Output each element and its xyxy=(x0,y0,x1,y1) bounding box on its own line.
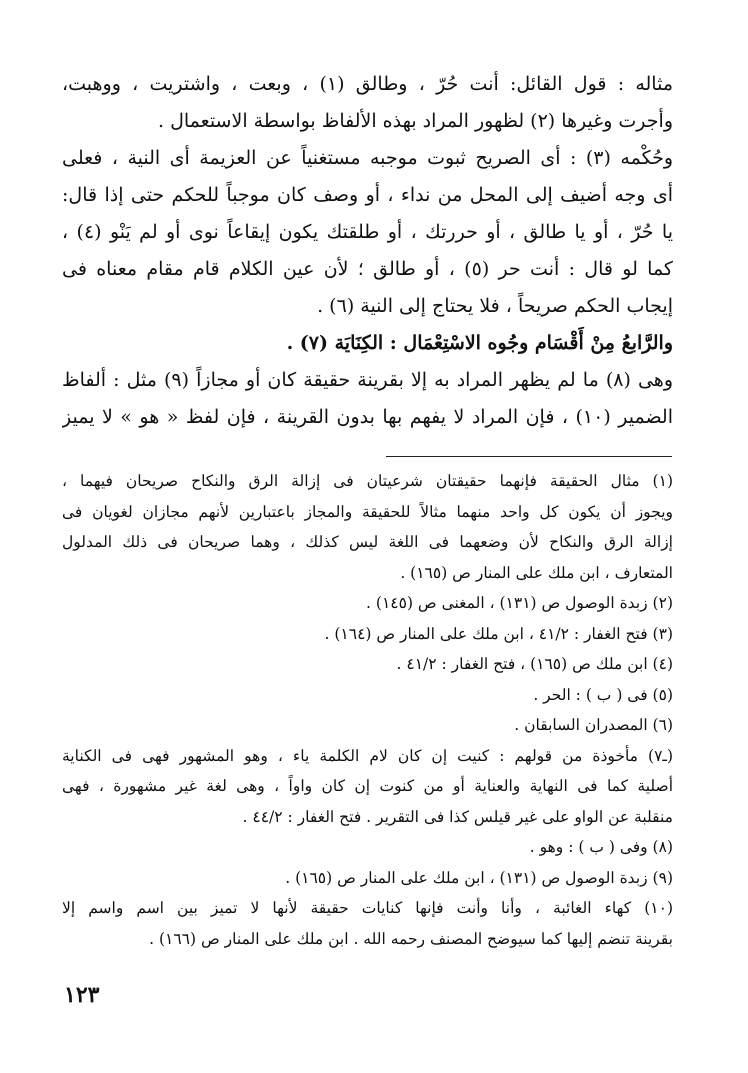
footnote-line: منقلبة عن الواو على غير قيلس كذا فى التقرير . فتح الغفار : ٤٤/٢ . xyxy=(242,807,673,826)
footnote-line: أصلية كما فى النهاية والعناية أو من كنوت إن كان واواً ، وهى لغة غير مشهورة ، فهى xyxy=(62,777,673,795)
footnote-line: (ـ٧) مأخوذة من قولهم : كنيت إن كان لام الكلمة ياء ، وهو المشهور فهى فى الكناية xyxy=(62,746,673,765)
footnote-line: إزالة الرق والنكاح لأن وضعهما فى اللغة ليس كذلك ، وهما صريحان فى ذلك المدلول xyxy=(62,533,673,551)
footnote-line: (٤) ابن ملك ص (١٦٥) ، فتح الغفار : ٤١/٢ . xyxy=(396,655,673,673)
section-heading: والرَّابعُ مِنْ أَقْسَام وجُوه الاسْتِعْمَال : الكِنَايَة (٧) . xyxy=(286,332,673,354)
footnote-line: (١) مثال الحقيقة فإنهما حقيقتان شرعيتان فى إزالة الرق والنكاح صريحان فيهما ، xyxy=(62,472,673,490)
footnote-line: ويجوز أن يكون كل واحد منهما مثالاً للحقيقة والمجاز باعتبارين لأنهم مجازان لغويان فى xyxy=(62,502,673,521)
footnote-line: (٣) فتح الغفار : ٤١/٢ ، ابن ملك على المنار ص (١٦٤) . xyxy=(324,624,673,643)
main-line: يا حُرّ ، أو يا طالق ، أو حررتك ، أو طلقتك يكون إيقاعاً نوى أو لم يَنْو (٤) ، xyxy=(62,221,673,243)
footnote-line: (٦) المصدران السابقان . xyxy=(514,716,673,734)
footnote-line: (٥) فى ( ب ) : الحر . xyxy=(533,685,673,704)
footnote-line: المتعارف ، ابن ملك على المنار ص (١٦٥) . xyxy=(400,563,673,582)
main-line: مثاله : قول القائل: أنت حُرّ ، وطالق (١) ، وبعت ، واشتريت ، ووهبت، xyxy=(62,73,673,95)
main-line: كما لو قال : أنت حر (٥) ، أو طالق ؛ لأن عين الكلام قام مقام معناه فى xyxy=(62,258,673,280)
main-text xyxy=(62,66,673,436)
footnote-line: (٢) زبدة الوصول ص (١٣١) ، المغنى ص (١٤٥) . xyxy=(366,594,673,612)
main-line: وحُكْمه (٣) : أى الصريح ثبوت موجبه مستغنياً عن العزيمة أى النية ، فعلى xyxy=(62,147,673,169)
main-line: وأجرت وغيرها (٢) لظهور المراد بهذه الألفاظ بواسطة الاستعمال . xyxy=(158,110,673,132)
footnote-line: (١٠) كهاء الغائبة ، وأنا وأنت فإنها كنايات حقيقة لأنها لا تميز بين اسم واسم إلا xyxy=(62,899,673,917)
footnotes xyxy=(62,466,673,954)
main-line: وهى (٨) ما لم يظهر المراد به إلا بقرينة حقيقة كان أو مجازاً (٩) مثل : ألفاظ xyxy=(62,369,673,391)
footnote-line: (٩) زبدة الوصول ص (١٣١) ، ابن ملك على المنار ص (١٦٥) . xyxy=(285,868,673,887)
main-line: الضمير (١٠) ، فإن المراد لا يفهم بها بدون القرينة ، فإن لفظ « هو » لا يميز xyxy=(62,406,673,428)
main-line: أى وجه أضيف إلى المحل من نداء ، أو وصف كان موجباً للحكم حتى إذا قال: xyxy=(62,184,673,206)
main-line: إيجاب الحكم صريحاً ، فلا يحتاج إلى النية (٦) . xyxy=(317,295,673,317)
footnote-line: بقرينة تنضم إليها كما سيوضح المصنف رحمه الله . ابن ملك على المنار ص (١٦٦) . xyxy=(149,929,673,948)
footnote-divider xyxy=(386,456,672,457)
footnote-line: (٨) وفى ( ب ) : وهو . xyxy=(529,838,673,856)
page-number: ١٢٣ xyxy=(64,982,100,1008)
